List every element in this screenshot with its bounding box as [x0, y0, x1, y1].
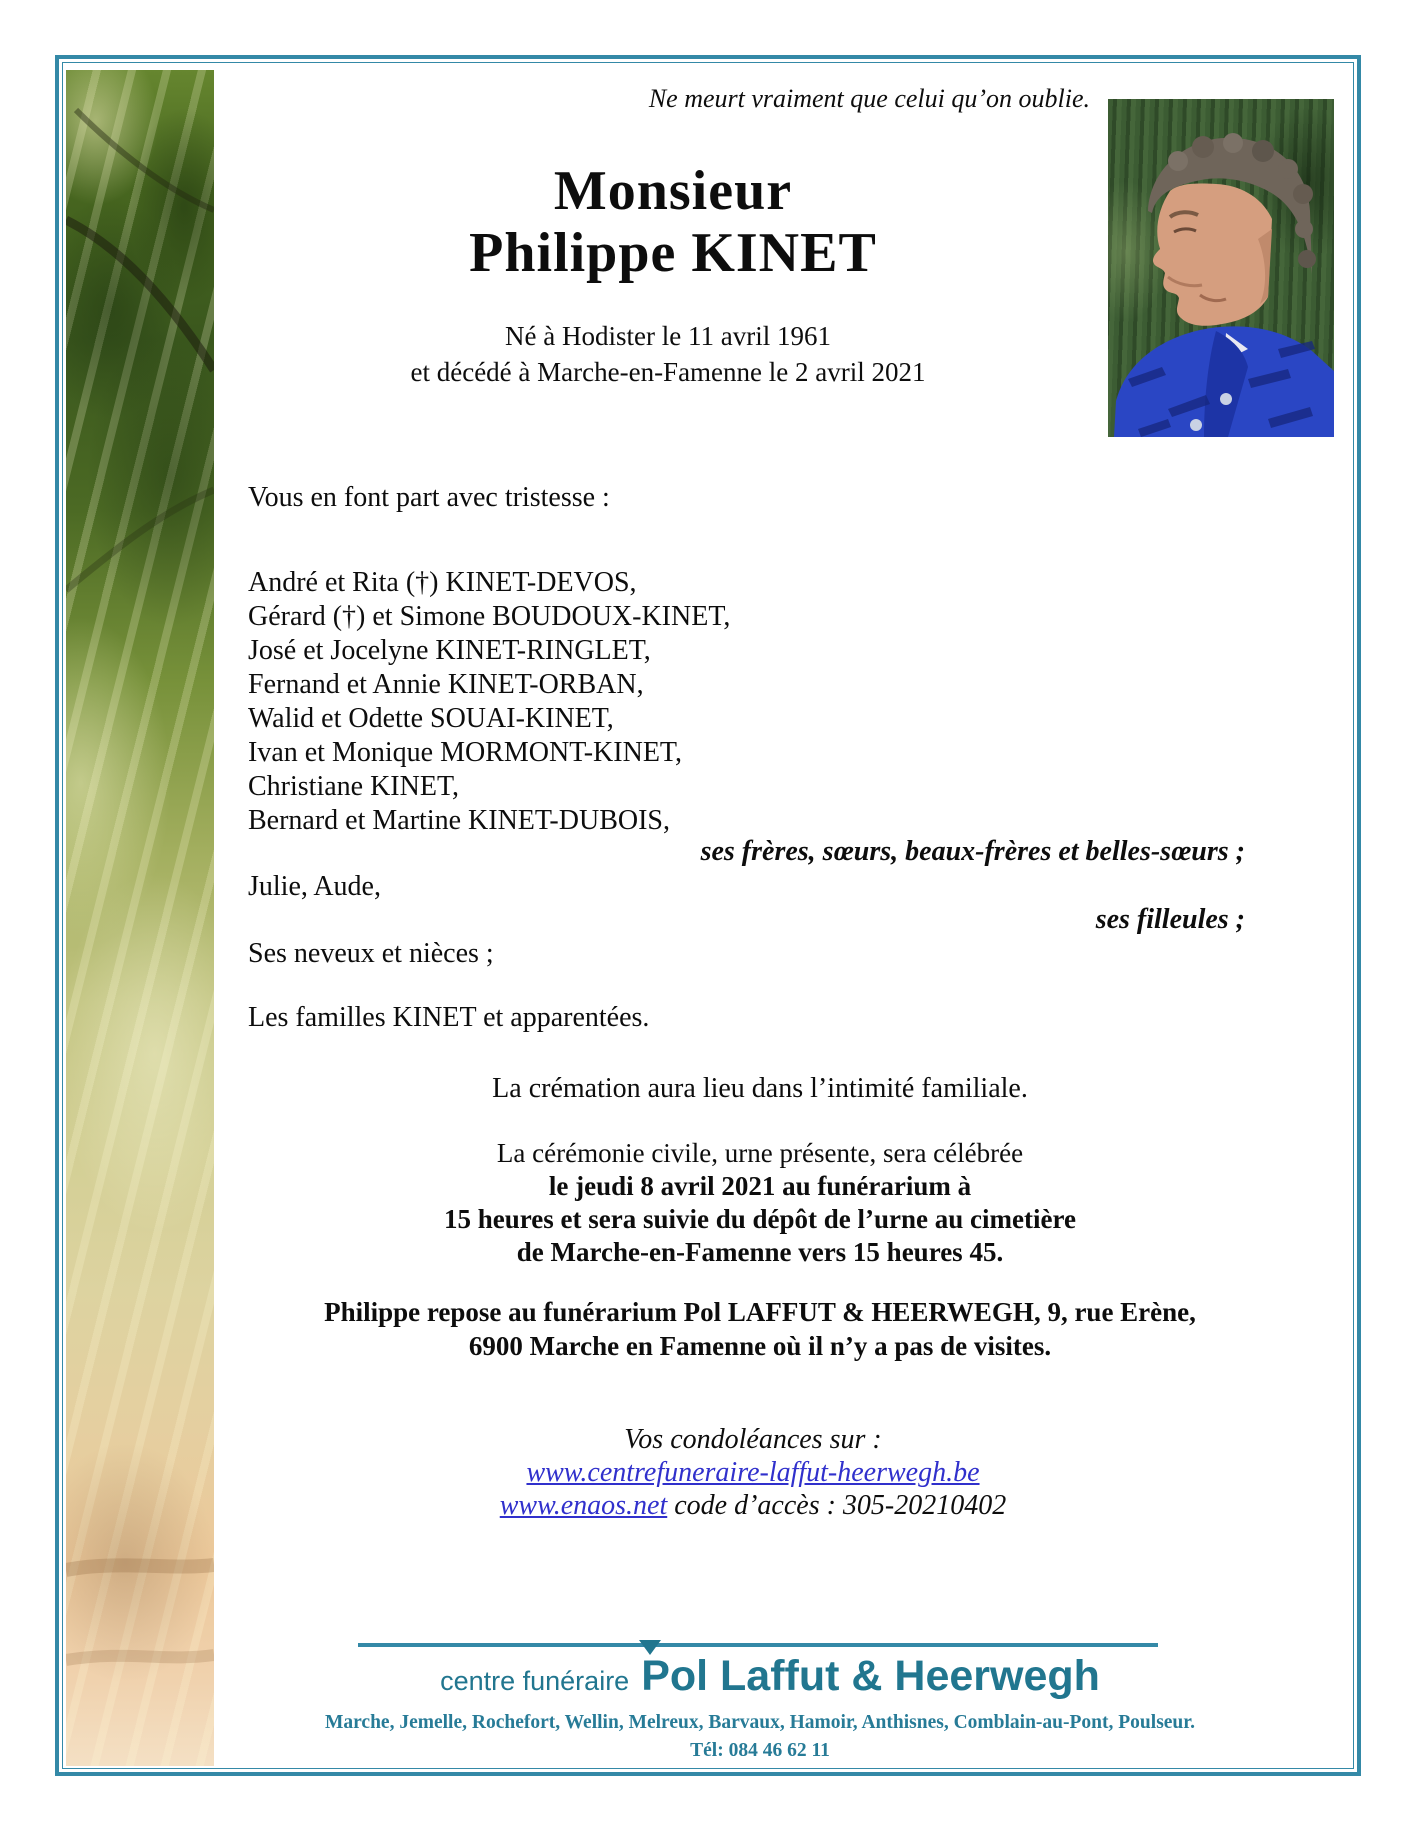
family-list-item: Gérard (†) et Simone BOUDOUX-KINET, — [248, 601, 731, 632]
footer-phone: Tél: 084 46 62 11 — [690, 1740, 830, 1761]
ceremony-block — [213, 1137, 1307, 1269]
relation-goddaughters: ses filleules ; — [1095, 904, 1245, 935]
ceremony-line-3: 15 heures et sera suivie du dépôt de l’urne au cimetière — [444, 1204, 1076, 1234]
ceremony-line-2: le jeudi 8 avril 2021 au funérarium à — [548, 1171, 972, 1201]
enaos-site-link[interactable]: www.enaos.net — [499, 1490, 668, 1521]
condolences-block — [213, 1423, 1293, 1522]
deceased-name: Philippe KINET — [469, 222, 877, 284]
family-list-item: Walid et Odette SOUAI-KINET, — [248, 703, 614, 734]
repose-block — [213, 1295, 1307, 1363]
access-code-text: code d’accès : 305-20210402 — [667, 1490, 1007, 1521]
condolences-label: Vos condoléances sur : — [624, 1424, 882, 1455]
cremation-line: La crémation aura lieu dans l’intimité familiale. — [492, 1073, 1028, 1104]
repose-line-1: Philippe repose au funérarium Pol LAFFUT & HEERWEGH, 9, rue Erène, — [324, 1297, 1196, 1327]
family-list-item: Bernard et Martine KINET-DUBOIS, — [248, 805, 670, 836]
family-list-item: Ivan et Monique MORMONT-KINET, — [248, 737, 682, 768]
birth-line: Né à Hodister le 11 avril 1961 — [505, 321, 831, 351]
funeral-home-logo — [213, 1652, 1327, 1701]
title-block — [213, 160, 1133, 284]
goddaughters-names: Julie, Aude, — [248, 871, 381, 902]
logo-brand-name-text: Pol Laffut & Heerwegh — [641, 1652, 1100, 1700]
forest-path-photo — [66, 70, 214, 1766]
ceremony-line-4: de Marche-en-Famenne vers 15 heures 45. — [516, 1237, 1004, 1267]
relation-siblings: ses frères, sœurs, beaux-frères et belles-sœurs ; — [700, 836, 1245, 867]
footer-locations: Marche, Jemelle, Rochefort, Wellin, Melreux, Barvaux, Hamoir, Anthisnes, Comblain-au-Pont, Poulseur. — [324, 1712, 1196, 1733]
families-line: Les familles KINET et apparentées. — [248, 1002, 650, 1033]
forest-branches-overlay — [66, 70, 214, 1766]
nephews-line: Ses neveux et nièces ; — [248, 938, 494, 969]
announcement-intro: Vous en font part avec tristesse : — [248, 482, 610, 513]
family-list — [248, 566, 730, 838]
condolences-site-link[interactable]: www.centrefuneraire-laffut-heerwegh.be — [526, 1457, 980, 1488]
family-list-item: André et Rita (†) KINET-DEVOS, — [248, 567, 637, 598]
logo-prefix: centre funéraire — [440, 1666, 630, 1696]
logo-brand-name — [641, 1652, 1100, 1701]
portrait-figure — [1108, 99, 1334, 437]
footer-divider-rule — [358, 1643, 1158, 1647]
death-line: et décédé à Marche-en-Famenne le 2 avril 2021 — [410, 357, 926, 387]
title-prefix: Monsieur — [553, 160, 793, 222]
family-list-item: Fernand et Annie KINET-ORBAN, — [248, 669, 644, 700]
logo-triangle-icon — [639, 1640, 661, 1655]
ceremony-line-1: La cérémonie civile, urne présente, sera célébrée — [496, 1138, 1024, 1168]
family-list-item: José et Jocelyne KINET-RINGLET, — [248, 635, 651, 666]
repose-line-2: 6900 Marche en Famenne où il n’y a pas de visites. — [468, 1331, 1052, 1361]
portrait-photo — [1108, 99, 1334, 437]
birth-death-block — [213, 318, 1123, 390]
family-list-item: Christiane KINET, — [248, 771, 459, 802]
memorial-quote: Ne meurt vraiment que celui qu’on oublie. — [648, 84, 1090, 113]
